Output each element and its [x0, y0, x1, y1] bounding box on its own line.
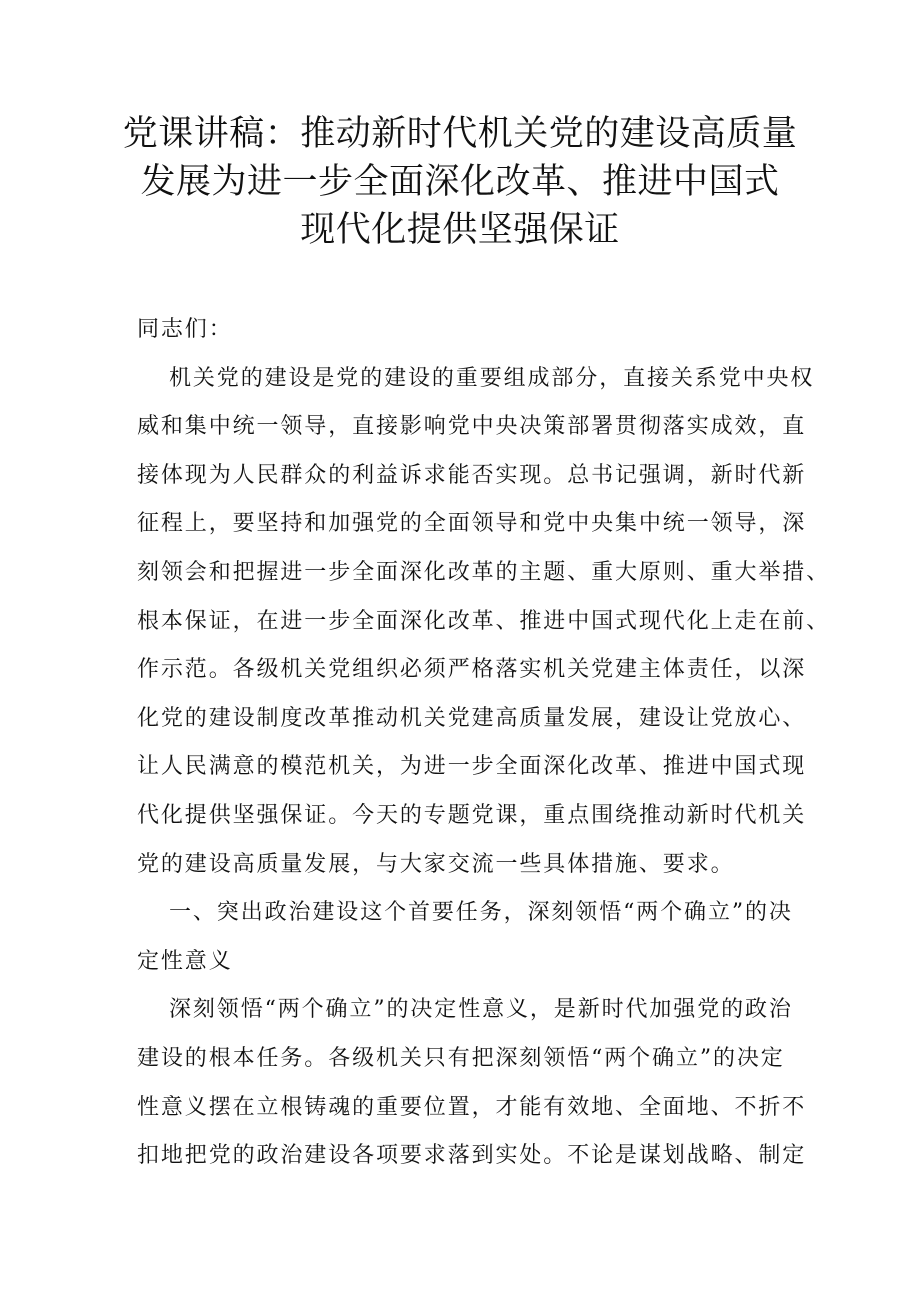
paragraph-line: 刻领会和把握进一步全面深化改革的主题、重大原则、重大举措、 [137, 559, 831, 585]
paragraph-line: 接体现为人民群众的利益诉求能否实现。总书记强调，新时代新 [137, 462, 807, 488]
document-title [100, 110, 820, 254]
paragraph-line: 深刻领悟“两个确立”的决定性意义，是新时代加强党的政治 [169, 997, 793, 1023]
section-heading-line: 定性意义 [137, 948, 233, 974]
paragraph-line: 代化提供坚强保证。今天的专题党课，重点围绕推动新时代机关 [137, 802, 807, 828]
paragraph-line: 性意义摆在立根铸魂的重要位置，才能有效地、全面地、不折不 [137, 1094, 807, 1120]
paragraph-line: 作示范。各级机关党组织必须严格落实机关党建主体责任，以深 [137, 657, 807, 683]
paragraph-line: 征程上，要坚持和加强党的全面领导和党中央集中统一领导，深 [137, 511, 807, 537]
paragraph-line: 建设的根本任务。各级机关只有把深刻领悟“两个确立”的决定 [137, 1045, 785, 1071]
paragraph-line: 党的建设高质量发展，与大家交流一些具体措施、要求。 [137, 851, 735, 877]
title-line: 发展为进一步全面深化改革、推进中国式 [140, 162, 780, 202]
paragraph-line: 威和集中统一领导，直接影响党中央决策部署贯彻落实成效，直 [137, 414, 807, 440]
paragraph-line: 化党的建设制度改革推动机关党建高质量发展，建设让党放心、 [137, 705, 807, 731]
document-body [137, 306, 831, 1181]
paragraph-line: 扣地把党的政治建设各项要求落到实处。不论是谋划战略、制定 [137, 1143, 807, 1169]
paragraph-line: 让人民满意的模范机关，为进一步全面深化改革、推进中国式现 [137, 754, 807, 780]
salutation: 同志们： [137, 317, 233, 342]
title-line: 党课讲稿：推动新时代机关党的建设高质量 [122, 114, 798, 154]
title-line: 现代化提供坚强保证 [300, 210, 620, 250]
paragraph-line: 机关党的建设是党的建设的重要组成部分，直接关系党中央权 [169, 365, 815, 391]
section-heading-line: 一、突出政治建设这个首要任务，深刻领悟“两个确立”的决 [169, 900, 793, 926]
paragraph-line: 根本保证，在进一步全面深化改革、推进中国式现代化上走在前、 [137, 608, 831, 634]
